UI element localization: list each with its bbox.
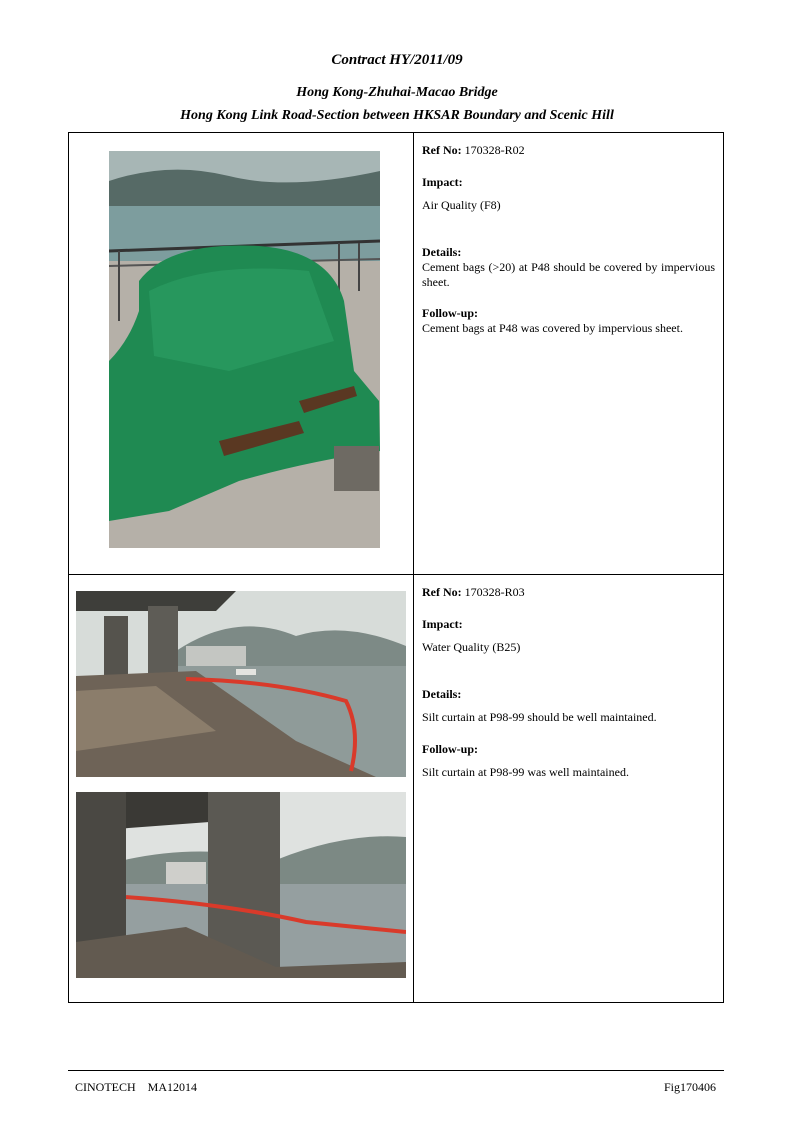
details-text: Cement bags (>20) at P48 should be covered by impervious sheet. [422,260,715,289]
inspection-table [68,132,724,1003]
details-label: Details: [422,687,462,701]
details-label: Details: [422,245,462,259]
impact-label: Impact: [422,617,463,631]
section-title: Hong Kong Link Road-Section between HKSAR Boundary and Scenic Hill [180,108,614,123]
impact-value: Air Quality (F8) [422,198,501,212]
photo-cell [69,133,414,575]
silt-curtain-photo-2 [76,792,406,978]
table-row [69,575,724,1003]
followup-text: Cement bags at P48 was covered by impervious sheet. [422,321,683,335]
followup-label: Follow-up: [422,306,479,320]
footer-left: CINOTECH MA12014 [75,1080,197,1094]
impact-value: Water Quality (B25) [422,640,521,654]
project-title: Hong Kong-Zhuhai-Macao Bridge [296,85,498,100]
photo-cell [69,575,414,1003]
followup-label: Follow-up: [422,742,479,756]
impact-label: Impact: [422,175,463,189]
record-info-cell [414,575,724,1003]
cement-bags-photo [109,151,380,548]
record-info-cell [414,133,724,575]
ref-label: Ref No: [422,143,462,157]
silt-curtain-photo-1 [76,591,406,777]
contract-title: Contract HY/2011/09 [331,52,463,68]
ref-number: 170328-R03 [464,585,525,599]
footer-figure-number: Fig170406 [663,1080,716,1094]
table-row [69,133,724,575]
ref-label: Ref No: [422,585,462,599]
followup-text: Silt curtain at P98-99 was well maintained. [422,765,629,779]
ref-line [422,143,715,158]
footer-divider [68,1070,724,1071]
ref-number: 170328-R02 [464,143,525,157]
ref-line [422,585,715,600]
details-text: Silt curtain at P98-99 should be well maintained. [422,710,657,724]
